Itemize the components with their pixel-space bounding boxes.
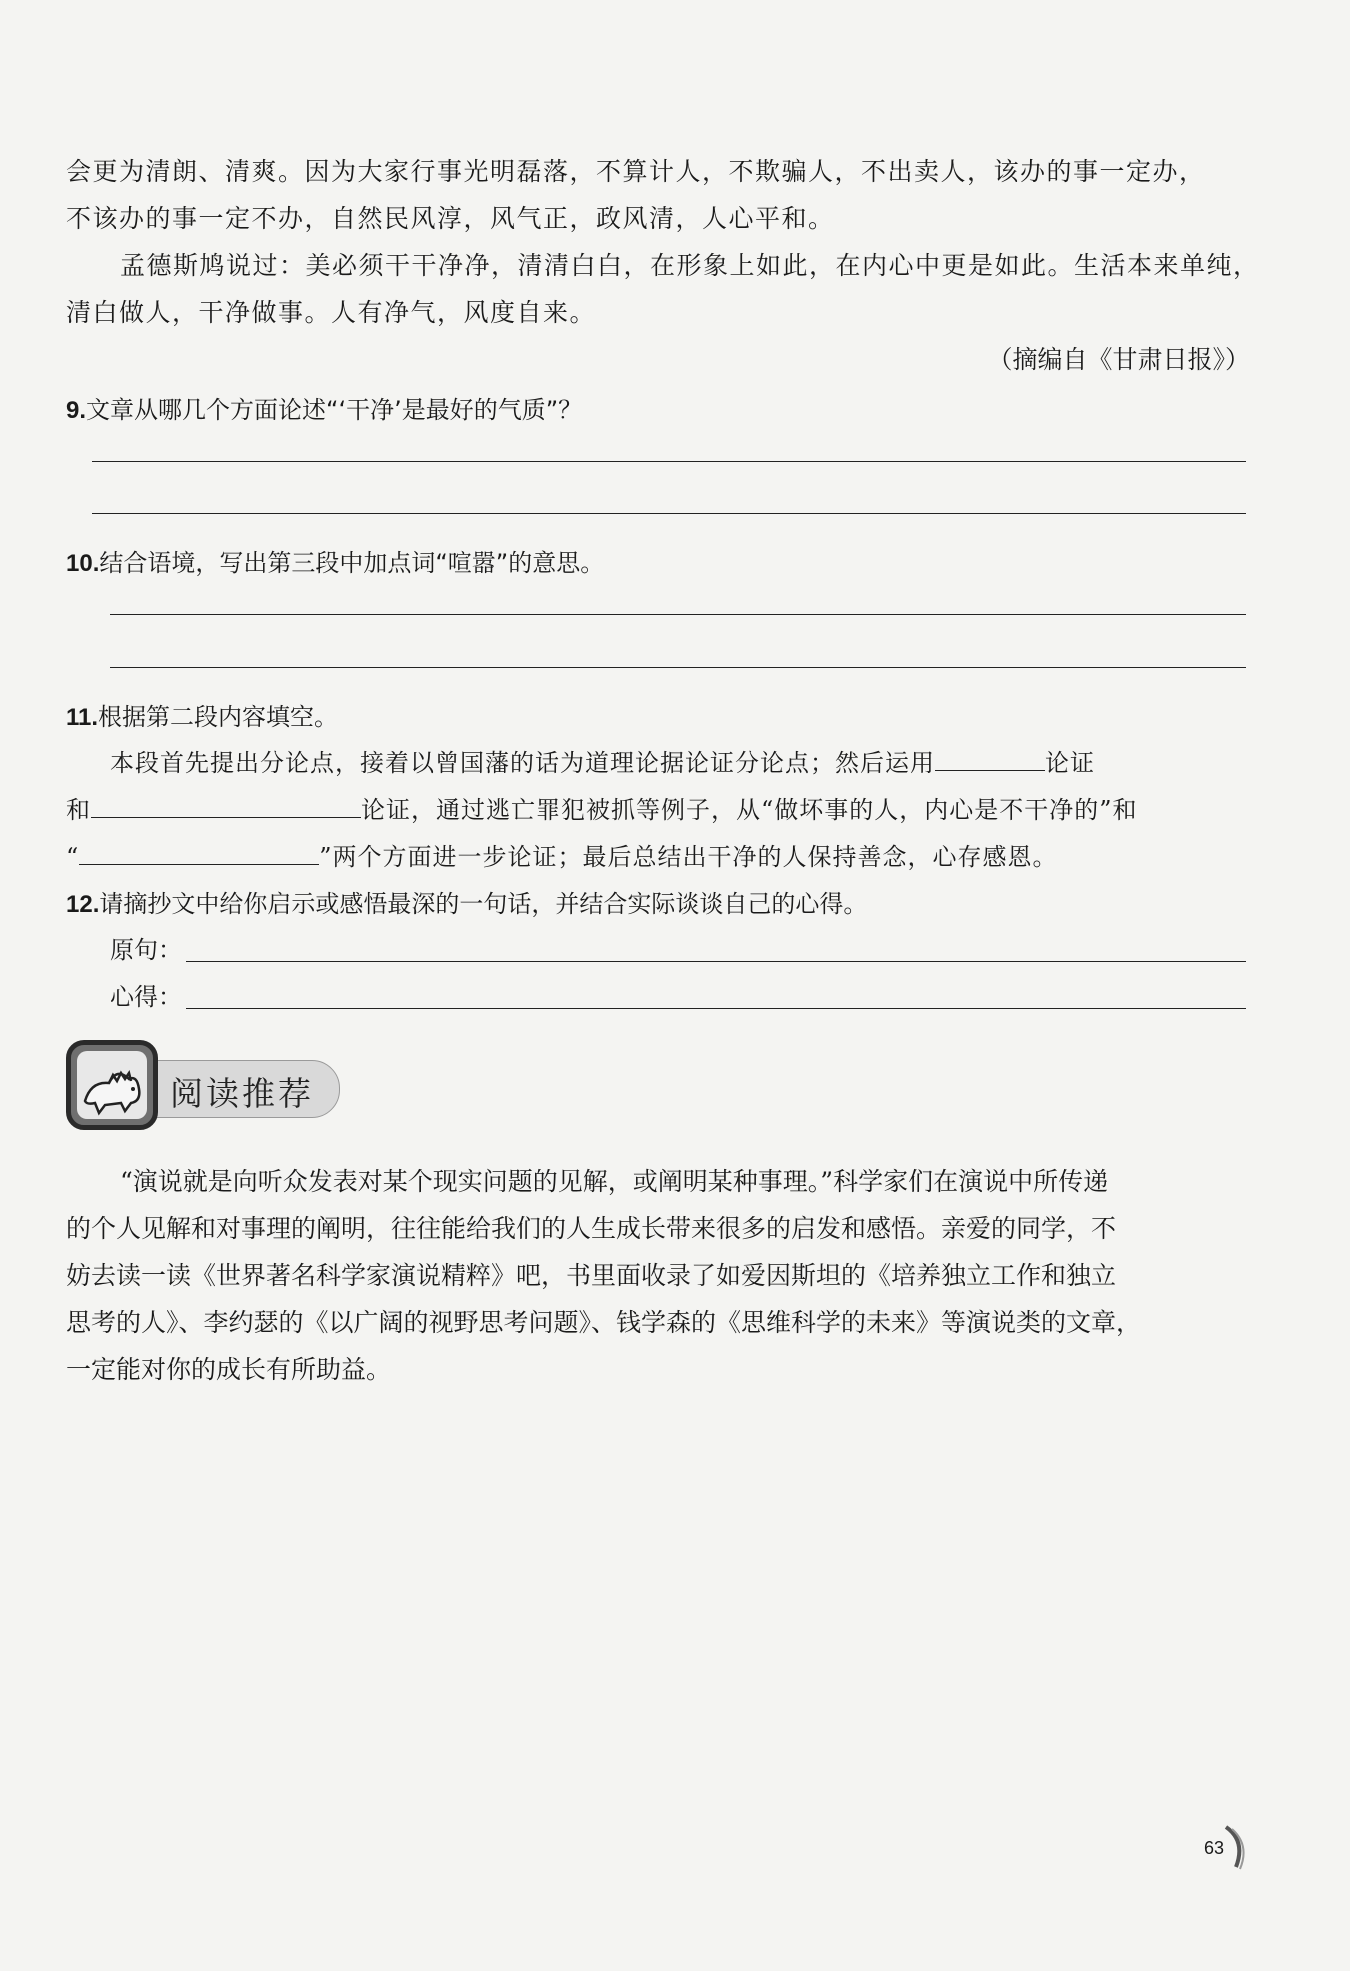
passage-line: 孟德斯鸠说过：美必须干干净净，清清白白，在形象上如此，在内心中更是如此。生活本来单纯， [120,251,1260,280]
fill-text: 和 [66,796,91,824]
fill-blank[interactable] [79,839,319,865]
passage-line: 清白做人，干净做事。人有净气，风度自来。 [66,298,597,327]
question-number: 12. [66,891,100,918]
answer-line[interactable] [92,513,1246,514]
fill-text: ”两个方面进一步论证；最后总结出干净的人保持善念，心存感恩。 [319,843,1058,871]
fill-text: “ [66,843,80,871]
question-11 [66,697,1246,732]
banner-title: 阅读推荐 [170,1074,314,1113]
dinosaur-icon [66,1040,158,1130]
question-number: 10. [66,550,100,577]
answer-line[interactable] [92,461,1246,462]
fill-in-line [66,837,1246,872]
insight-line[interactable] [186,1008,1246,1009]
question-number: 11. [66,704,99,731]
question-10 [66,543,1246,578]
passage-line: 不该办的事一定不办，自然民风淳，风气正，政风清，人心平和。 [66,204,835,233]
recommendation-line: 的个人见解和对事理的阐明，往往能给我们的人生成长带来很多的启发和感悟。亲爱的同学，不 [66,1214,1117,1243]
question-text: 文章从哪几个方面论述“‘干净’是最好的气质”？ [86,396,583,424]
original-sentence-label: 原句： [110,936,182,964]
question-number: 9. [66,397,87,424]
question-9 [66,390,1246,425]
passage-line: 会更为清朗、清爽。因为大家行事光明磊落，不算计人，不欺骗人，不出卖人，该办的事一定办， [66,157,1206,186]
recommendation-line: 一定能对你的成长有所助益。 [66,1355,392,1384]
fill-text: 本段首先提出分论点，接着以曾国藩的话为道理论据论证分论点；然后运用 [110,749,935,777]
fill-blank[interactable] [935,745,1045,771]
question-text: 结合语境，写出第三段中加点词“喧嚣”的意思。 [99,549,605,577]
fill-in-line [66,790,1246,825]
fill-text: 论证，通过逃亡罪犯被抓等例子，从“做坏事的人，内心是不干净的”和 [361,796,1138,824]
question-text: 根据第二段内容填空。 [98,703,339,731]
question-12 [66,884,1246,919]
recommendation-line: “演说就是向听众发表对某个现实问题的见解，或阐明某种事理。”科学家们在演说中所传递 [120,1167,1109,1196]
original-sentence-line[interactable] [186,961,1246,962]
question-text: 请摘抄文中给你启示或感悟最深的一句话，并结合实际谈谈自己的心得。 [99,890,868,918]
page-number: 63 [1204,1838,1225,1858]
answer-line[interactable] [110,614,1246,615]
fill-in-line [110,743,1246,778]
reading-recommendation-banner [66,1040,346,1130]
source-citation: （摘编自《甘肃日报》） [987,345,1250,374]
fill-text: 论证 [1045,749,1095,777]
fill-blank[interactable] [91,792,361,818]
recommendation-line: 妨去读一读《世界著名科学家演说精粹》吧，书里面收录了如爱因斯坦的《培养独立工作和独立 [66,1261,1117,1290]
answer-line[interactable] [110,667,1246,668]
insight-label: 心得： [110,983,182,1011]
recommendation-line: 思考的人》、李约瑟的《以广阔的视野思考问题》、钱学森的《思维科学的未来》等演说类的文章， [66,1308,1142,1337]
